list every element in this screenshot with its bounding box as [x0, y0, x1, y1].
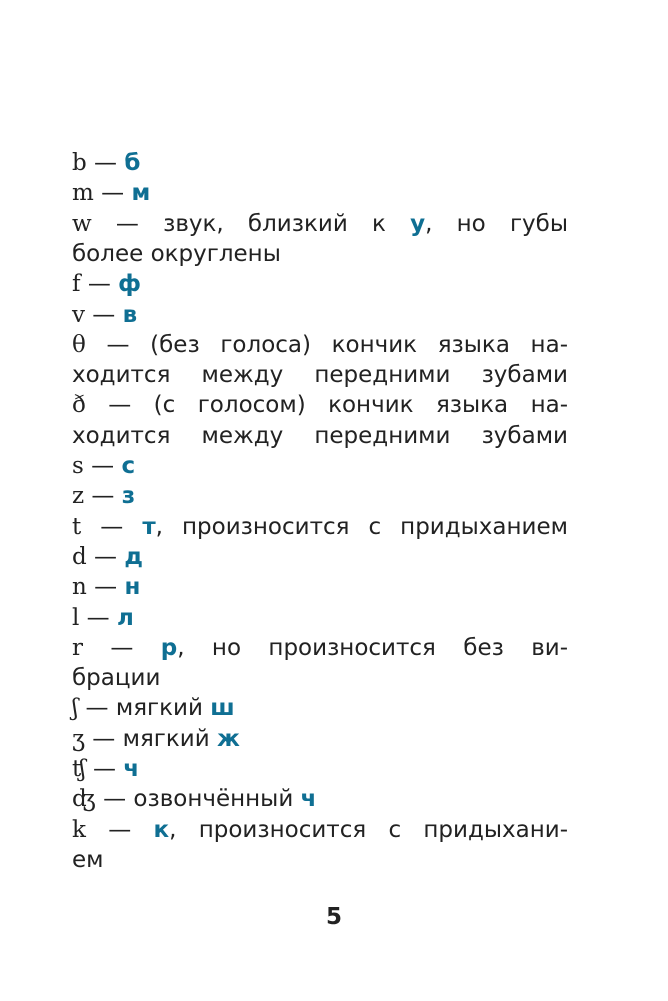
description-text: брации: [72, 665, 161, 692]
description-text: —: [85, 756, 124, 782]
description-text: —: [81, 513, 143, 540]
text-line: [72, 693, 568, 723]
text-line: [72, 724, 568, 754]
description-text: , но губы: [425, 210, 568, 237]
russian-letter-highlight: т: [142, 513, 156, 540]
page-number: 5: [325, 904, 342, 930]
description-text: — звук, близкий к: [91, 210, 411, 237]
description-text: ем: [72, 846, 104, 873]
description-text: — (с голосом) кончик языка на-: [85, 392, 568, 419]
description-text: —: [86, 574, 125, 601]
description-text: —: [80, 271, 119, 298]
description-text: —: [79, 604, 117, 631]
text-line: [72, 663, 568, 693]
phonetic-symbol: w: [72, 210, 92, 237]
text-line: [72, 330, 568, 360]
russian-letter-highlight: н: [124, 574, 141, 601]
description-text: — озвончённый: [95, 786, 301, 813]
phonetic-symbol: d: [72, 543, 87, 570]
russian-letter-highlight: ш: [210, 695, 235, 722]
text-line: [72, 572, 568, 602]
russian-letter-highlight: ч: [300, 786, 317, 813]
text-line: [72, 815, 568, 845]
description-text: — мягкий: [78, 695, 211, 722]
russian-letter-highlight: у: [410, 210, 426, 237]
description-text: —: [86, 150, 125, 176]
description-text: , но произносится без ви-: [177, 634, 569, 661]
phonetic-symbol: v: [72, 301, 85, 328]
text-line: [72, 633, 568, 663]
text-line: [72, 512, 568, 542]
description-text: —: [86, 543, 125, 570]
russian-letter-highlight: в: [122, 301, 138, 328]
description-text: , произносится с придыханием: [155, 513, 569, 540]
text-line: [72, 300, 568, 330]
phonetic-symbol: l: [72, 604, 80, 631]
description-text: — мягкий: [84, 725, 217, 752]
description-text: —: [83, 634, 161, 661]
text-line: [72, 178, 568, 208]
phonetic-symbol: ʒ: [72, 725, 85, 752]
text-line: [72, 360, 568, 390]
phonetic-symbol: n: [72, 574, 87, 601]
text-line: [72, 421, 568, 451]
russian-letter-highlight: л: [116, 604, 134, 631]
text-line: [72, 754, 568, 784]
text-line: [72, 239, 568, 269]
text-line: [72, 269, 568, 299]
text-line: [72, 845, 568, 875]
phonetic-symbol: b: [72, 150, 87, 176]
phonetic-symbol: ʃ: [72, 695, 79, 722]
russian-letter-highlight: д: [124, 543, 143, 570]
text-line: [72, 603, 568, 633]
phonetic-symbol: m: [72, 180, 94, 207]
russian-letter-highlight: с: [121, 453, 136, 479]
russian-letter-highlight: р: [160, 634, 178, 661]
phonetic-symbol: r: [72, 634, 83, 661]
russian-letter-highlight: ч: [123, 756, 140, 782]
description-text: , произносится с придыхани-: [169, 816, 569, 843]
russian-letter-highlight: м: [131, 180, 151, 207]
phonetic-symbol: z: [72, 483, 85, 510]
phonetic-symbol: f: [72, 271, 81, 298]
phonetic-symbol: ʤ: [72, 786, 96, 813]
russian-letter-highlight: б: [124, 150, 141, 176]
phonetic-symbol: θ: [72, 331, 86, 358]
russian-letter-highlight: з: [121, 483, 136, 510]
phonetic-symbol: ð: [72, 392, 86, 419]
description-text: — (без голоса) кончик языка на-: [85, 331, 568, 358]
phonetic-symbol: s: [72, 453, 84, 479]
description-text: —: [93, 180, 132, 207]
description-text: более округлены: [72, 240, 281, 267]
text-line: [72, 784, 568, 814]
text-line: [72, 481, 568, 511]
phonetic-symbol: t: [72, 513, 82, 540]
description-text: ходится между передними зубами: [72, 362, 568, 389]
text-line: [72, 451, 568, 481]
text-line: [72, 148, 568, 178]
description-text: —: [85, 301, 123, 328]
russian-letter-highlight: ф: [118, 271, 141, 298]
description-text: ходится между передними зубами: [72, 422, 568, 449]
phonetic-symbol: k: [72, 816, 86, 843]
phonetic-symbol: ʧ: [72, 756, 86, 782]
russian-letter-highlight: ж: [216, 725, 240, 752]
text-line: [72, 390, 568, 420]
russian-letter-highlight: к: [153, 816, 170, 843]
description-text: —: [83, 453, 122, 479]
description-text: —: [85, 816, 154, 843]
text-line: [72, 209, 568, 239]
description-text: —: [84, 483, 122, 510]
text-line: [72, 542, 568, 572]
